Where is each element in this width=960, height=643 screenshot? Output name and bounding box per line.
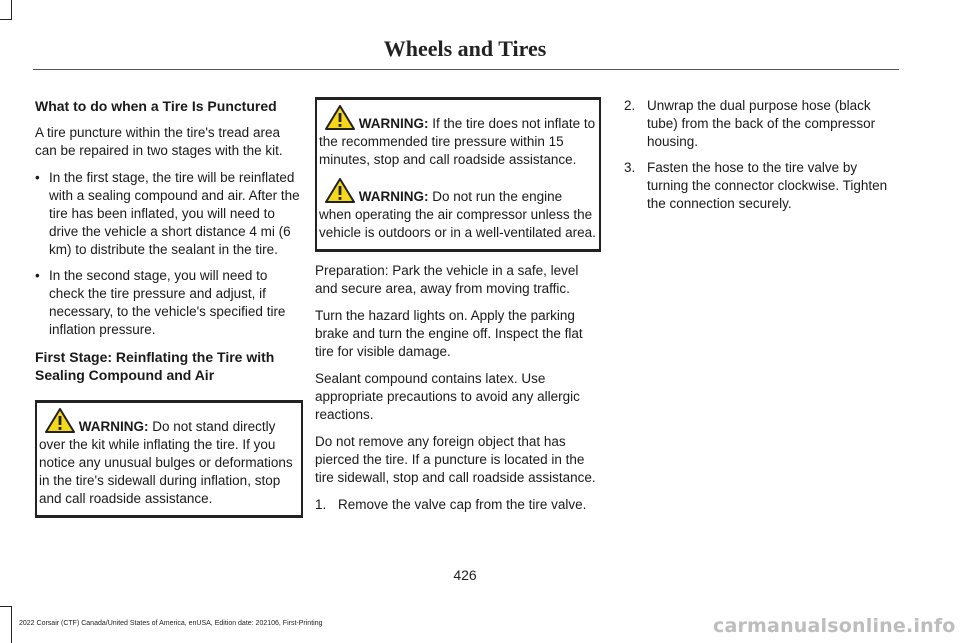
crop-mark — [11, 0, 12, 19]
warning-label: WARNING: — [358, 116, 429, 131]
hazard-paragraph: Turn the hazard lights on. Apply the parking brake and turn the engine off. Inspect the flat tire for visible damage. — [315, 308, 583, 359]
latex-paragraph: Sealant compound contains latex. Use appropriate precautions to avoid any allergic reactions. — [315, 371, 580, 422]
list-item-text: In the first stage, the tire will be reinflated with a sealing compound and air. After the tire has been inflated, you will need to drive the vehicle a short distance 4 mi (6 km) to distribute the sealant in the tire. — [49, 170, 300, 257]
bullet-icon: • — [35, 170, 40, 185]
warning-body: Do not run the engine when operating the air compressor unless the vehicle is outdoors or in a well-ventilated area. — [319, 189, 596, 240]
foreign-object-paragraph: Do not remove any foreign object that has pierced the tire. If a puncture is located in the tire sidewall, stop and call roadside assistance. — [315, 434, 596, 485]
step-number: 1. — [315, 497, 327, 512]
column-middle — [315, 97, 601, 522]
warning-label: WARNING: — [358, 189, 429, 204]
subsection-heading: First Stage: Reinflating the Tire with Sealing Compound and Air — [35, 349, 275, 383]
warning-text — [319, 178, 597, 242]
section-heading: What to do when a Tire Is Punctured — [35, 98, 277, 114]
step-number: 3. — [624, 160, 636, 175]
intro-paragraph: A tire puncture within the tire's tread area can be repaired in two stages with the kit. — [35, 125, 283, 158]
warning-box — [35, 400, 303, 518]
watermark: carmanualsonline.info — [713, 615, 956, 637]
crop-mark — [11, 606, 12, 643]
preparation-paragraph: Preparation: Park the vehicle in a safe, level and secure area, away from moving traffic. — [315, 263, 579, 296]
warning-triangle-icon — [45, 408, 75, 433]
warning-body: Do not stand directly over the kit while inflating the tire. If you notice any unusual bulges or deformations in the tire's sidewall during inflation, stop and call roadside assistance. — [39, 419, 293, 506]
step-item — [624, 97, 899, 151]
edition-footer: 2022 Corsair (CTF) Canada/United States of America, enUSA, Edition date: 202106, First-Printing — [19, 620, 323, 627]
crop-mark — [0, 606, 12, 607]
page-title: Wheels and Tires — [383, 36, 547, 61]
list-item-text: In the second stage, you will need to check the tire pressure and adjust, if necessary, to the vehicle's specified tire inflation pressure. — [49, 268, 286, 337]
crop-mark — [0, 19, 12, 20]
title-divider — [33, 69, 899, 70]
step-list — [624, 97, 899, 213]
column-left — [35, 97, 303, 528]
step-item — [315, 496, 601, 514]
warning-text — [319, 105, 597, 169]
warning-triangle-icon — [325, 105, 355, 130]
step-item — [624, 159, 899, 213]
list-item — [35, 267, 303, 339]
warning-triangle-icon — [325, 178, 355, 203]
warning-box — [315, 97, 601, 252]
warning-text — [39, 408, 299, 508]
warning-label: WARNING: — [78, 419, 149, 434]
warning-body: If the tire does not inflate to the recommended tire pressure within 15 minutes, stop and call roadside assistance. — [319, 116, 596, 167]
step-text: Fasten the hose to the tire valve by turning the connector clockwise. Tighten the connection securely. — [647, 160, 888, 211]
step-text: Unwrap the dual purpose hose (black tube) from the back of the compressor housing. — [647, 98, 876, 149]
list-item — [35, 169, 303, 259]
page-number: 426 — [453, 567, 477, 583]
step-list — [315, 496, 601, 514]
stage-list — [35, 169, 303, 339]
bullet-icon: • — [35, 268, 40, 283]
step-text: Remove the valve cap from the tire valve. — [338, 497, 587, 512]
column-right — [624, 97, 899, 221]
step-number: 2. — [624, 98, 636, 113]
